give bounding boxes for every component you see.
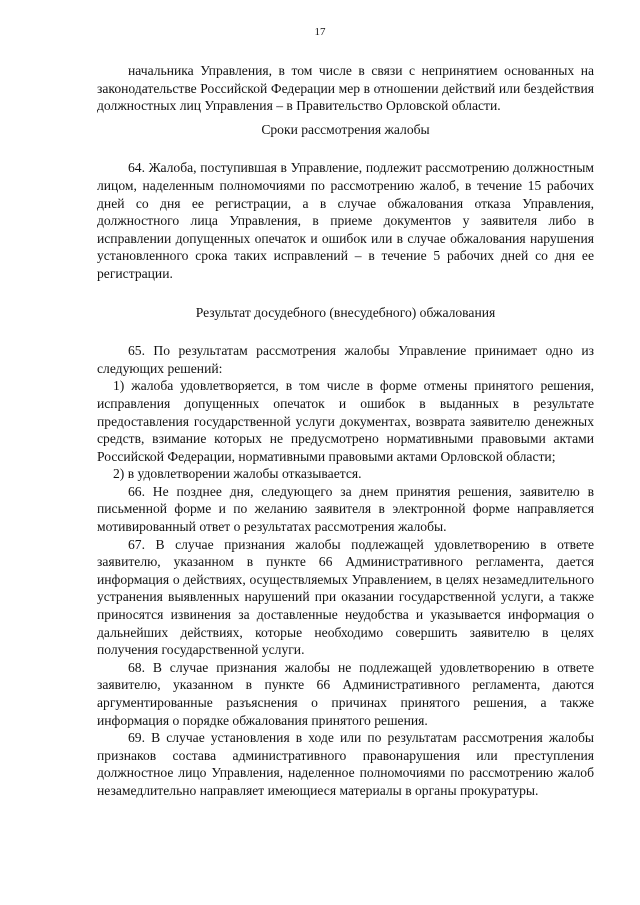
section-heading-review-terms: Сроки рассмотрения жалобы [261,121,430,137]
paragraph-65-item-2: 2) в удовлетворении жалобы отказывается. [113,466,362,482]
document-body [97,62,594,800]
paragraph-67: 67. В случае признания жалобы подлежащей удовлетворению в ответе заявителю, указанном в пункте 66 Административного регламента, дается информация о действиях, осуществляемых Управлением, в целях незамедлительного устранения выявленных нарушений при оказании государственной услуги, а также приносятся извинения за доставленные неудобства и указывается информация о дальнейших действиях, которые необходимо совершить заявителю в целях получения государственной услуги. [97,536,594,658]
page-number: 17 [314,26,326,38]
section-heading-appeal-result: Результат досудебного (внесудебного) обжалования [195,304,496,320]
paragraph-intro: начальника Управления, в том числе в связи с непринятием основанных на законодательстве Российской Федерации мер в отношении действий или бездействия должностных лиц Управления – в Правительство Орловской области. [97,63,594,114]
paragraph-68: 68. В случае признания жалобы не подлежащей удовлетворению в ответе заявителю, указанном в пункте 66 Административного регламента, даются аргументированные разъяснения о причинах принятого решения, а также информация о порядке обжалования принятого решения. [97,659,594,728]
paragraph-64: 64. Жалоба, поступившая в Управление, подлежит рассмотрению должностным лицом, наделенным полномочиями по рассмотрению жалоб, в течение 15 рабочих дней со дня ее регистрации, а в случае обжалования отказа Управления, должностного лица Управления, в приеме документов у заявителя либо в исправлении допущенных опечаток и ошибок или в случае обжалования нарушения установленного срока таких исправлений – в течение 5 рабочих дней со дня ее регистрации. [97,160,594,281]
paragraph-65: 65. По результатам рассмотрения жалобы Управление принимает одно из следующих решений: [97,343,594,376]
paragraph-65-item-1: 1) жалоба удовлетворяется, в том числе в форме отмены принятого решения, исправления допущенных опечаток и ошибок в выданных в результате предоставления государственной услуги документах, возврата заявителю денежных средств, взимание которых не предусмотрено нормативными правовыми актами Российской Федерации, нормативными правовыми актами Орловской области; [97,378,594,464]
paragraph-66: 66. Не позднее дня, следующего за днем принятия решения, заявителю в письменной форме и по желанию заявителя в электронной форме направляется мотивированный ответ о результатах рассмотрения жалобы. [97,483,594,535]
paragraph-69: 69. В случае установления в ходе или по результатам рассмотрения жалобы признаков состава административного правонарушения или преступления должностное лицо Управления, наделенное полномочиями по рассмотрению жалоб незамедлительно направляет имеющиеся материалы в органы прокуратуры. [97,730,594,798]
